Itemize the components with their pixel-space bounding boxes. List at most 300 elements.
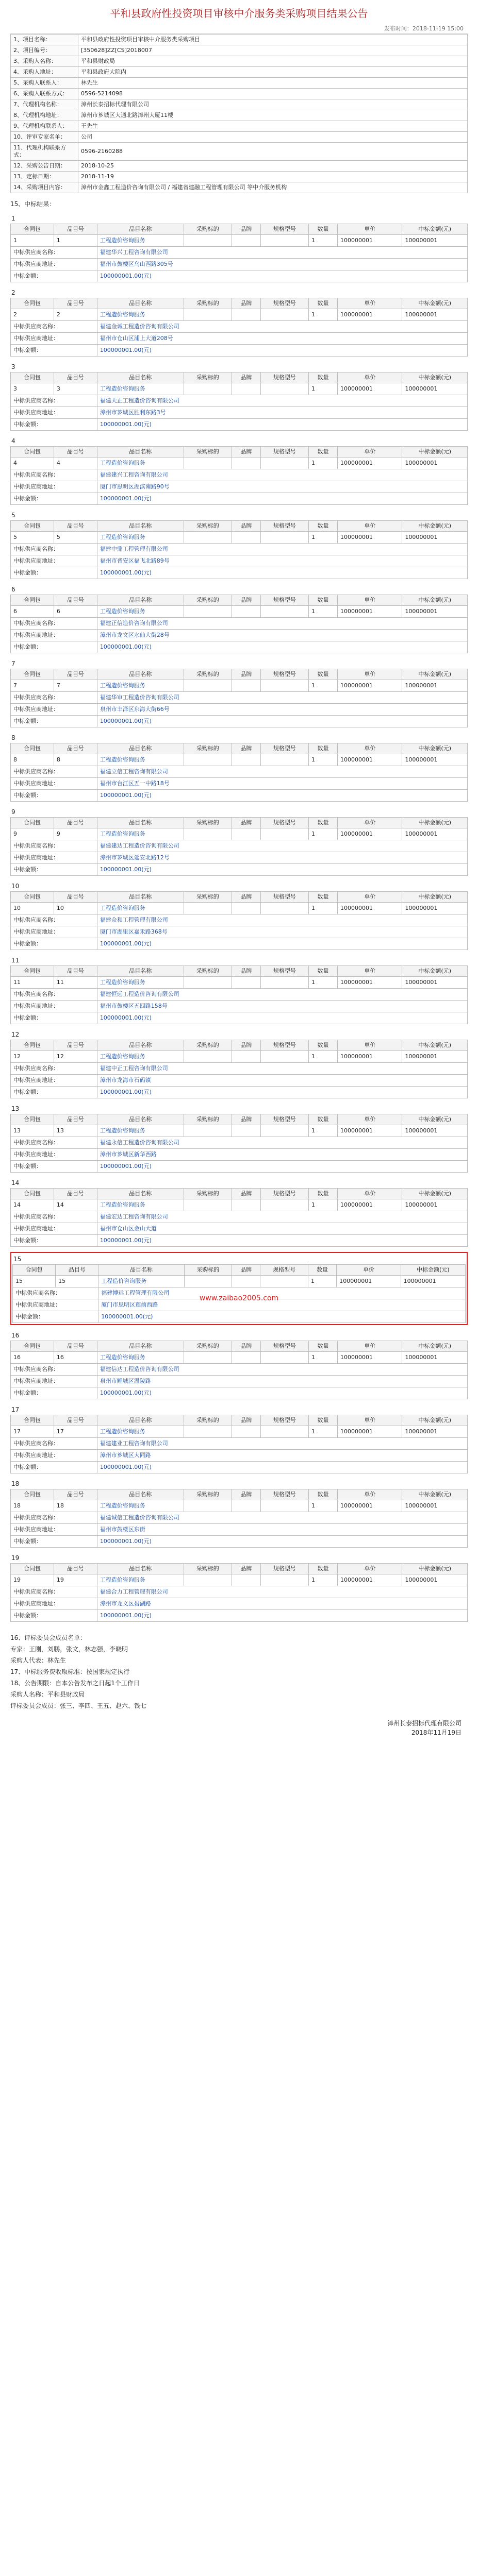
column-header: 品牌: [232, 892, 260, 903]
cell-amount: 100000001: [402, 903, 468, 914]
column-header: 规格型号: [260, 966, 308, 977]
package-supplier-row: [11, 321, 468, 333]
cell-amount: 100000001: [402, 977, 468, 989]
package-block: [10, 584, 468, 653]
cell-price: 100000001: [337, 680, 402, 692]
total-label: 中标金额：: [11, 1235, 97, 1247]
column-header: 中标金额(元): [402, 966, 468, 977]
package-data-row: [11, 1426, 468, 1438]
column-header: 品目号: [54, 372, 97, 383]
package-table: [10, 743, 468, 802]
column-header: 采购标的: [184, 1564, 232, 1574]
column-header: 数量: [309, 892, 338, 903]
total-value: 100000001.00(元): [97, 1536, 467, 1548]
total-value: 100000001.00(元): [98, 1311, 466, 1323]
column-header: 合同包: [11, 595, 54, 606]
total-value: 100000001.00(元): [97, 419, 467, 431]
cell-brand: [232, 1051, 260, 1063]
package-no: 11: [11, 957, 20, 964]
cell-target: [184, 1051, 232, 1063]
cell-item-no: 13: [54, 1125, 97, 1137]
total-value: 100000001.00(元): [97, 641, 467, 653]
column-header: 品目名称: [97, 1040, 184, 1051]
column-header: 数量: [309, 1341, 338, 1352]
package-no: 15: [13, 1256, 22, 1263]
package-no: 19: [11, 1554, 20, 1562]
cell-item-no: 1: [54, 235, 97, 247]
column-header: 数量: [309, 372, 338, 383]
column-header: 中标金额(元): [402, 224, 468, 235]
supplier-value: 福建合力工程管理有限公司: [97, 1586, 467, 1598]
cell-model: [260, 1426, 308, 1438]
cell-item: 工程造价咨询服务: [97, 1051, 184, 1063]
package-supplier-row: [11, 1137, 468, 1149]
cell-item-no: 4: [54, 457, 97, 469]
cell-amount: 100000001: [401, 1276, 465, 1287]
page-title: 平和县政府性投资项目审核中介服务类采购项目结果公告: [110, 7, 368, 20]
cell-item: 工程造价咨询服务: [98, 1276, 184, 1287]
cell-target: [184, 457, 232, 469]
package-no: 16: [11, 1332, 20, 1339]
cell-target: [184, 1199, 232, 1211]
column-header: 品目名称: [97, 818, 184, 828]
info-row: [11, 99, 468, 110]
cell-no: 12: [11, 1051, 54, 1063]
package-title: [10, 510, 468, 520]
column-header: 中标金额(元): [402, 1489, 468, 1500]
info-key: 4、采购人地址：: [11, 67, 78, 78]
column-header: 单价: [337, 298, 402, 309]
package-addr-row: [11, 1075, 468, 1087]
cell-item: 工程造价咨询服务: [97, 1125, 184, 1137]
cell-target: [184, 1125, 232, 1137]
addr-label: 中标供应商地址：: [11, 555, 97, 567]
meta-right: 发布时间：2018-11-19 15:00: [384, 25, 464, 32]
document: [10, 0, 468, 1737]
column-header: 合同包: [11, 1341, 54, 1352]
column-header: 中标金额(元): [402, 743, 468, 754]
package-block: [10, 1252, 468, 1325]
addr-label: 中标供应商地址：: [11, 1223, 97, 1235]
column-header: 合同包: [11, 1415, 54, 1426]
cell-price: 100000001: [337, 383, 402, 395]
total-value: 100000001.00(元): [97, 1235, 467, 1247]
package-title: [10, 881, 468, 891]
cell-brand: [232, 457, 260, 469]
column-header: 品目号: [54, 1189, 97, 1199]
column-header: 品目名称: [97, 372, 184, 383]
supplier-label: 中标供应商名称：: [13, 1287, 98, 1299]
column-header: 规格型号: [260, 818, 308, 828]
column-header: 合同包: [11, 818, 54, 828]
cell-amount: 100000001: [402, 1199, 468, 1211]
info-key: 11、代理机构联系方式：: [11, 143, 78, 161]
package-table: [10, 1563, 468, 1622]
package-total-row: [11, 716, 468, 727]
cell-target: [184, 977, 232, 989]
cell-price: 100000001: [337, 606, 402, 618]
package-title: [10, 287, 468, 298]
addr-value: 漳州市龙海市石码镇: [97, 1075, 467, 1087]
info-row: [11, 45, 468, 56]
total-value: 100000001.00(元): [97, 1387, 467, 1399]
cell-no: 13: [11, 1125, 54, 1137]
package-header-row: [11, 1040, 468, 1051]
cell-item-no: 7: [54, 680, 97, 692]
total-label: 中标金额：: [11, 493, 97, 505]
column-header: 品目号: [54, 1040, 97, 1051]
cell-qty: 1: [309, 680, 338, 692]
cell-item: 工程造价咨询服务: [97, 235, 184, 247]
column-header: 品目号: [54, 1415, 97, 1426]
column-header: 品牌: [232, 1415, 260, 1426]
addr-value: 福州市鼓楼区乌山西路305号: [97, 259, 467, 270]
cell-brand: [232, 1574, 260, 1586]
column-header: 品目号: [54, 595, 97, 606]
column-header: 品牌: [232, 743, 260, 754]
column-header: 品牌: [232, 818, 260, 828]
package-data-row: [11, 383, 468, 395]
supplier-value: 福建诚信工程造价咨询有限公司: [97, 1512, 467, 1524]
package-block: [10, 881, 468, 950]
column-header: 规格型号: [260, 372, 308, 383]
column-header: 规格型号: [260, 669, 308, 680]
column-header: 采购标的: [184, 372, 232, 383]
cell-model: [260, 606, 308, 618]
cell-item-no: 5: [54, 532, 97, 544]
cell-item: 工程造价咨询服务: [97, 828, 184, 840]
info-value: 0596-5214098: [78, 89, 468, 99]
cell-amount: 100000001: [402, 1352, 468, 1364]
package-no: 14: [11, 1179, 20, 1187]
addr-label: 中标供应商地址：: [11, 704, 97, 716]
package-block: [10, 1104, 468, 1173]
supplier-label: 中标供应商名称：: [11, 544, 97, 555]
cell-item-no: 19: [54, 1574, 97, 1586]
cell-brand: [232, 1276, 260, 1287]
info-key: 12、采购公告日期：: [11, 161, 78, 172]
cell-price: 100000001: [337, 1352, 402, 1364]
column-header: 合同包: [11, 1114, 54, 1125]
column-header: 单价: [337, 892, 402, 903]
cell-model: [260, 1051, 308, 1063]
package-supplier-row: [11, 544, 468, 555]
supplier-label: 中标供应商名称：: [11, 989, 97, 1001]
column-header: 品目名称: [97, 1489, 184, 1500]
column-header: 品牌: [232, 1189, 260, 1199]
addr-label: 中标供应商地址：: [11, 333, 97, 345]
package-supplier-row: [11, 1438, 468, 1450]
addr-value: 福州市晋安区福飞北路89号: [97, 555, 467, 567]
package-table: [10, 1341, 468, 1399]
cell-target: [184, 606, 232, 618]
cell-item-no: 2: [54, 309, 97, 321]
package-supplier-row: [11, 469, 468, 481]
cell-target: [184, 828, 232, 840]
note-line: 采购人名称：平和县财政局: [10, 1691, 85, 1698]
column-header: 规格型号: [260, 1415, 308, 1426]
column-header: 中标金额(元): [402, 1564, 468, 1574]
column-header: 品目名称: [97, 669, 184, 680]
column-header: 中标金额(元): [402, 1040, 468, 1051]
package-no: 18: [11, 1480, 20, 1487]
cell-item: 工程造价咨询服务: [97, 309, 184, 321]
total-label: 中标金额：: [11, 1536, 97, 1548]
column-header: 数量: [309, 966, 338, 977]
total-value: 100000001.00(元): [97, 790, 467, 802]
info-row: [11, 172, 468, 182]
total-value: 100000001.00(元): [97, 1161, 467, 1173]
supplier-value: 福建众和工程管理有限公司: [97, 914, 467, 926]
column-header: 规格型号: [260, 1265, 308, 1276]
package-data-row: [11, 680, 468, 692]
info-row: [11, 182, 468, 193]
column-header: 规格型号: [260, 595, 308, 606]
sign-date: 2018年11月19日: [411, 1729, 461, 1736]
addr-label: 中标供应商地址：: [11, 778, 97, 790]
package-block: [10, 1479, 468, 1548]
cell-item-no: 14: [54, 1199, 97, 1211]
cell-price: 100000001: [337, 1125, 402, 1137]
package-header-row: [11, 1341, 468, 1352]
column-header: 单价: [337, 595, 402, 606]
package-supplier-row: [11, 840, 468, 852]
note-line: 专家：王刚，刘鹏，张文，林志强，李晓明: [10, 1646, 128, 1653]
cell-model: [260, 754, 308, 766]
cell-no: 6: [11, 606, 54, 618]
column-header: 数量: [309, 521, 338, 532]
total-label: 中标金额：: [11, 345, 97, 357]
supplier-value: 福建宏达工程咨询有限公司: [97, 1211, 467, 1223]
cell-target: [184, 903, 232, 914]
column-header: 品牌: [232, 521, 260, 532]
package-addr-row: [11, 630, 468, 641]
column-header: 合同包: [11, 669, 54, 680]
package-data-row: [11, 1352, 468, 1364]
column-header: 单价: [337, 224, 402, 235]
column-header: 品牌: [232, 1265, 260, 1276]
package-title: [10, 733, 468, 743]
section-bid-title: 15、中标结果：: [10, 200, 56, 208]
column-header: 品目名称: [97, 892, 184, 903]
addr-label: 中标供应商地址：: [11, 1149, 97, 1161]
addr-label: 中标供应商地址：: [11, 407, 97, 419]
column-header: 中标金额(元): [402, 1415, 468, 1426]
package-header-row: [11, 224, 468, 235]
package-data-row: [11, 532, 468, 544]
cell-model: [260, 1199, 308, 1211]
package-block: [10, 1178, 468, 1247]
column-header: 中标金额(元): [402, 1341, 468, 1352]
column-header: 品牌: [232, 298, 260, 309]
total-label: 中标金额：: [11, 1462, 97, 1473]
cell-amount: 100000001: [402, 1051, 468, 1063]
total-label: 中标金额：: [11, 1610, 97, 1622]
note-line: 17、中标服务费收取标准：按国家规定执行: [10, 1668, 130, 1675]
cell-target: [184, 383, 232, 395]
package-no: 6: [11, 586, 15, 593]
meta-bar: [10, 23, 468, 34]
cell-model: [260, 828, 308, 840]
package-no: 8: [11, 734, 15, 741]
supplier-value: 福建华兴工程咨询有限公司: [97, 247, 467, 259]
info-value: 2018-10-25: [78, 161, 468, 172]
column-header: 品牌: [232, 966, 260, 977]
column-header: 合同包: [11, 1189, 54, 1199]
info-row: [11, 161, 468, 172]
supplier-value: 福建博远工程管理有限公司: [98, 1287, 466, 1299]
package-header-row: [11, 595, 468, 606]
package-supplier-row: [11, 989, 468, 1001]
addr-value: 厦门市思明区湖滨南路90号: [97, 481, 467, 493]
column-header: 数量: [309, 1114, 338, 1125]
cell-no: 4: [11, 457, 54, 469]
cell-no: 8: [11, 754, 54, 766]
cell-brand: [232, 1500, 260, 1512]
column-header: 品牌: [232, 224, 260, 235]
package-data-row: [11, 1125, 468, 1137]
cell-item: 工程造价咨询服务: [97, 977, 184, 989]
cell-no: 9: [11, 828, 54, 840]
column-header: 单价: [337, 1341, 402, 1352]
cell-brand: [232, 1426, 260, 1438]
cell-brand: [232, 754, 260, 766]
total-label: 中标金额：: [11, 270, 97, 282]
package-header-row: [11, 447, 468, 457]
package-supplier-row: [11, 247, 468, 259]
info-key: 9、代理机构联系人：: [11, 121, 78, 132]
cell-item-no: 8: [54, 754, 97, 766]
info-row: [11, 143, 468, 161]
cell-no: 16: [11, 1352, 54, 1364]
cell-brand: [232, 309, 260, 321]
column-header: 数量: [309, 1189, 338, 1199]
cell-no: 3: [11, 383, 54, 395]
cell-price: 100000001: [337, 1574, 402, 1586]
package-title: [12, 1254, 466, 1264]
package-table: [10, 669, 468, 727]
cell-brand: [232, 532, 260, 544]
column-header: 合同包: [11, 966, 54, 977]
cell-brand: [232, 1199, 260, 1211]
column-header: 品牌: [232, 669, 260, 680]
supplier-value: 福建金诚工程造价咨询有限公司: [97, 321, 467, 333]
column-header: 采购标的: [184, 1189, 232, 1199]
addr-value: 厦门市湖里区嘉禾路368号: [97, 926, 467, 938]
package-title: [10, 1330, 468, 1341]
cell-model: [260, 1352, 308, 1364]
cell-item: 工程造价咨询服务: [97, 754, 184, 766]
cell-item-no: 6: [54, 606, 97, 618]
cell-model: [260, 457, 308, 469]
cell-target: [184, 532, 232, 544]
package-no: 13: [11, 1105, 20, 1112]
column-header: 品目号: [54, 1564, 97, 1574]
supplier-label: 中标供应商名称：: [11, 914, 97, 926]
package-table: [12, 1264, 466, 1323]
column-header: 品目名称: [97, 1341, 184, 1352]
cell-model: [260, 309, 308, 321]
supplier-label: 中标供应商名称：: [11, 469, 97, 481]
cell-model: [260, 977, 308, 989]
cell-item: 工程造价咨询服务: [97, 1500, 184, 1512]
column-header: 品目名称: [97, 447, 184, 457]
package-data-row: [11, 1051, 468, 1063]
column-header: 品牌: [232, 595, 260, 606]
addr-value: 漳州市龙文区碧湖路: [97, 1598, 467, 1610]
addr-value: 福州市仓山区浦上大道208号: [97, 333, 467, 345]
package-total-row: [11, 938, 468, 950]
info-table: [10, 34, 468, 193]
column-header: 数量: [309, 669, 338, 680]
package-title: [10, 1479, 468, 1489]
cell-amount: 100000001: [402, 1426, 468, 1438]
total-label: 中标金额：: [11, 1087, 97, 1098]
addr-label: 中标供应商地址：: [11, 1001, 97, 1012]
total-value: 100000001.00(元): [97, 864, 467, 876]
column-header: 数量: [309, 1489, 338, 1500]
column-header: 数量: [309, 743, 338, 754]
package-supplier-row: [11, 618, 468, 630]
column-header: 中标金额(元): [402, 372, 468, 383]
addr-label: 中标供应商地址：: [11, 1075, 97, 1087]
column-header: 合同包: [11, 521, 54, 532]
info-key: 13、定标日期：: [11, 172, 78, 182]
column-header: 规格型号: [260, 224, 308, 235]
supplier-value: 福建天正工程造价咨询有限公司: [97, 395, 467, 407]
cell-qty: 1: [309, 1426, 338, 1438]
column-header: 单价: [337, 669, 402, 680]
column-header: 采购标的: [184, 1341, 232, 1352]
info-value: 0596-2160288: [78, 143, 468, 161]
column-header: 合同包: [11, 1489, 54, 1500]
info-value: 漳州长泰招标代理有限公司: [78, 99, 468, 110]
column-header: 品目号: [54, 521, 97, 532]
cell-item: 工程造价咨询服务: [97, 1426, 184, 1438]
info-value: 王先生: [78, 121, 468, 132]
cell-price: 100000001: [337, 903, 402, 914]
cell-amount: 100000001: [402, 235, 468, 247]
cell-model: [260, 1276, 308, 1287]
notes: [10, 1632, 468, 1711]
column-header: 单价: [337, 818, 402, 828]
package-header-row: [13, 1265, 466, 1276]
supplier-value: 福建华审工程造价咨询有限公司: [97, 692, 467, 704]
package-addr-row: [11, 1149, 468, 1161]
package-no: 4: [11, 437, 15, 445]
package-header-row: [11, 521, 468, 532]
package-addr-row: [11, 1450, 468, 1462]
package-addr-row: [11, 333, 468, 345]
package-no: 9: [11, 808, 15, 816]
cell-amount: 100000001: [402, 1500, 468, 1512]
package-header-row: [11, 966, 468, 977]
supplier-value: 福建建达工程造价咨询有限公司: [97, 840, 467, 852]
cell-no: 18: [11, 1500, 54, 1512]
column-header: 品目号: [54, 447, 97, 457]
cell-amount: 100000001: [402, 680, 468, 692]
info-value: 漳州市金鑫工程造价咨询有限公司 / 福建省建融工程管理有限公司 等中介服务机构: [78, 182, 468, 193]
package-no: 17: [11, 1406, 20, 1413]
total-value: 100000001.00(元): [97, 1610, 467, 1622]
supplier-value: 福建正信造价咨询有限公司: [97, 618, 467, 630]
cell-no: 11: [11, 977, 54, 989]
supplier-label: 中标供应商名称：: [11, 618, 97, 630]
package-data-row: [11, 1574, 468, 1586]
column-header: 合同包: [11, 224, 54, 235]
package-table: [10, 891, 468, 950]
cell-qty: 1: [309, 1500, 338, 1512]
